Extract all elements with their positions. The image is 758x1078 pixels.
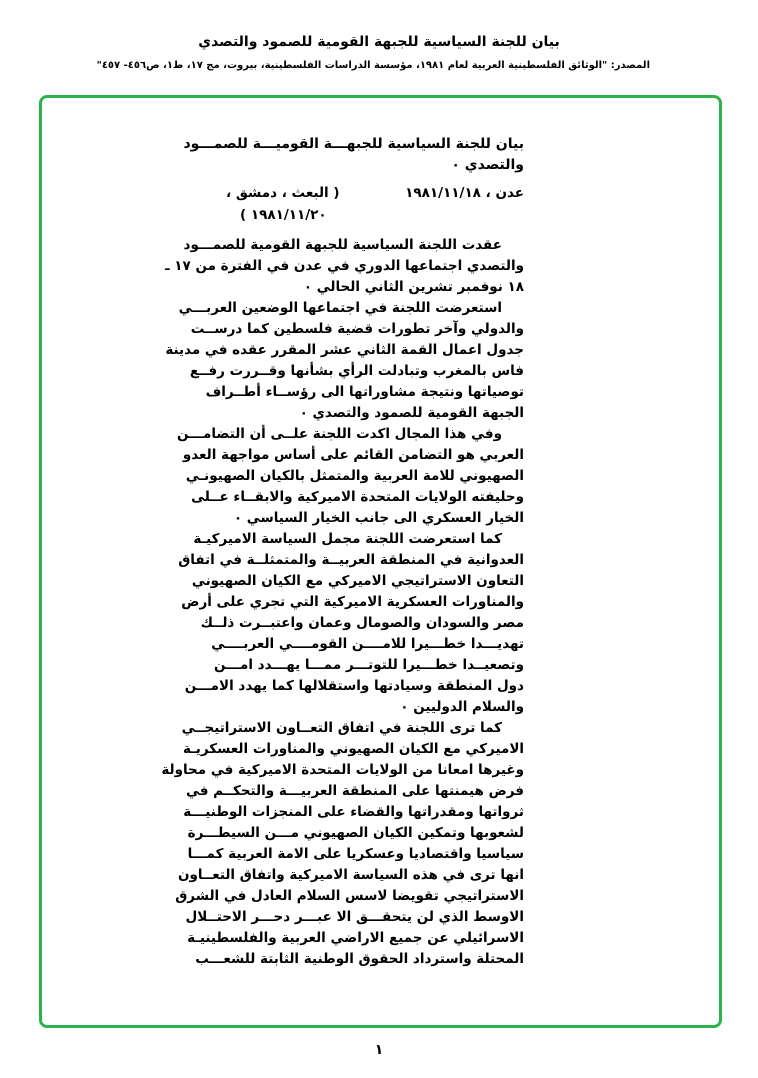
text-line: كما ترى اللجنة في اتفاق التعــاون الاستراتيجــي [181, 720, 502, 736]
header-source: المصدر: "الوثائق الفلسطينية العربية لعام ١٩٨١، مؤسسة الدراسات الفلسطينية، بيروت، مج ١٧، ط١، ص٤٥٦- ٤٥٧" [96, 60, 650, 71]
text-line: استعرضت اللجنة في اجتماعها الوضعين العربـــي [178, 300, 502, 316]
text-line: ١٨ نوفمبر تشرين الثاني الحالي ٠ [303, 279, 524, 295]
page-number: ١ [374, 1042, 384, 1058]
header-title: بيان للجنة السياسية للجبهة القومية للصمود والتصدي [198, 34, 560, 50]
text-line: الجبهة القومية للصمود والتصدي ٠ [299, 405, 524, 421]
text-line: الاستراتيجي تقويضا لاسس السلام العادل في الشرق [175, 888, 524, 904]
source-citation: ( البعث ، دمشق ، [226, 185, 340, 201]
text-line: فاس بالمغرب وتبادلت الرأي بشأنها وقــررت رفــع [189, 363, 524, 379]
text-line: مصر والسودان والصومال وعمان واعتبــرت ذلــك [200, 615, 524, 631]
title-line: بيان للجنة السياسية للجبهـــة القوميـــة للصمـــود [183, 136, 524, 152]
text-line: الاوسط الذي لن يتحقـــق الا عبـــر دحـــر الاحتــلال [185, 909, 524, 925]
text-line: سياسيا واقتصاديا وعسكريا على الامة العربية كمـــا [187, 846, 524, 862]
text-line: العدوانية في المنطقة العربيــة والمتمثلــة في اتفاق [178, 552, 524, 568]
document-title [183, 134, 524, 176]
document-body [161, 235, 524, 970]
paragraph [178, 529, 524, 718]
text-line: عقدت اللجنة السياسية للجبهة القومية للصمـــود [183, 237, 502, 253]
text-line: انها ترى في هذه السياسة الاميركية واتفاق التعــاون [178, 867, 524, 883]
text-line: والسلام الدوليين ٠ [400, 699, 524, 715]
title-line: والتصدي ٠ [451, 157, 524, 173]
text-line: الصهيوني للامة العربية والمتمثل بالكيان الصهيونـي [185, 468, 524, 484]
text-line: وفي هذا المجال اكدت اللجنة علــى أن التضامـــن [176, 426, 502, 442]
text-line: والمناورات العسكرية الاميركية التي تجري على أرض [181, 594, 524, 610]
paragraph [176, 424, 524, 529]
source-citation-date: ١٩٨١/١١/٢٠ ) [240, 207, 327, 223]
paragraph [161, 718, 524, 970]
text-line: وحليفته الولايات المتحدة الاميركية والابقــاء عــلى [191, 489, 524, 505]
text-line: كما استعرضت اللجنة مجمل السياسة الاميركيـة [193, 531, 502, 547]
text-line: الخيار العسكري الى جانب الخيار السياسي ٠ [233, 510, 524, 526]
text-line: وتصعيــدا خطـــيرا للتوتـــر ممـــا يهـــدد امـــن [213, 657, 524, 673]
text-line: الاسرائيلي عن جميع الاراضي العربية والفلسطينيـة [187, 930, 524, 946]
text-line: المحتلة واسترداد الحقوق الوطنية الثابتة للشعـــب [195, 951, 524, 967]
text-line: لشعوبها وتمكين الكيان الصهيوني مـــن السيطـــرة [187, 825, 524, 841]
text-line: تهديـــدا خطـــيرا للامــــن القومــــي العربــــي [211, 636, 524, 652]
text-line: فرض هيمنتها على المنطقة العربيـــة والتحكــم في [185, 783, 524, 799]
place-date: عدن ، ١٩٨١/١١/١٨ [405, 185, 524, 201]
text-line: والتصدي اجتماعها الدوري في عدن في الفترة من ١٧ ـ [164, 258, 524, 274]
text-line: العربي هو التضامن القائم على أساس مواجهة العدو [182, 447, 524, 463]
paragraph [165, 298, 524, 424]
text-line: جدول اعمال القمة الثاني عشر المقرر عقده في مدينة [165, 342, 524, 358]
text-line: وغيرها امعانا من الولايات المتحدة الاميركية في محاولة [161, 762, 524, 778]
text-line: التعاون الاستراتيجي الاميركي مع الكيان الصهيوني [191, 573, 524, 589]
text-line: دول المنطقة وسيادتها واستقلالها كما يهدد الامـــن [184, 678, 524, 694]
paragraph [164, 235, 524, 298]
text-line: ثرواتها ومقدراتها والقضاء على المنجزات الوطنيـــة [183, 804, 524, 820]
text-line: والدولي وآخر تطورات قضية فلسطين كما درســت [190, 321, 524, 337]
text-line: توصياتها ونتيجة مشاوراتها الى رؤســاء أطــراف [205, 384, 524, 400]
dateline [218, 182, 524, 204]
text-line: الاميركي مع الكيان الصهيوني والمناورات العسكريـة [182, 741, 524, 757]
